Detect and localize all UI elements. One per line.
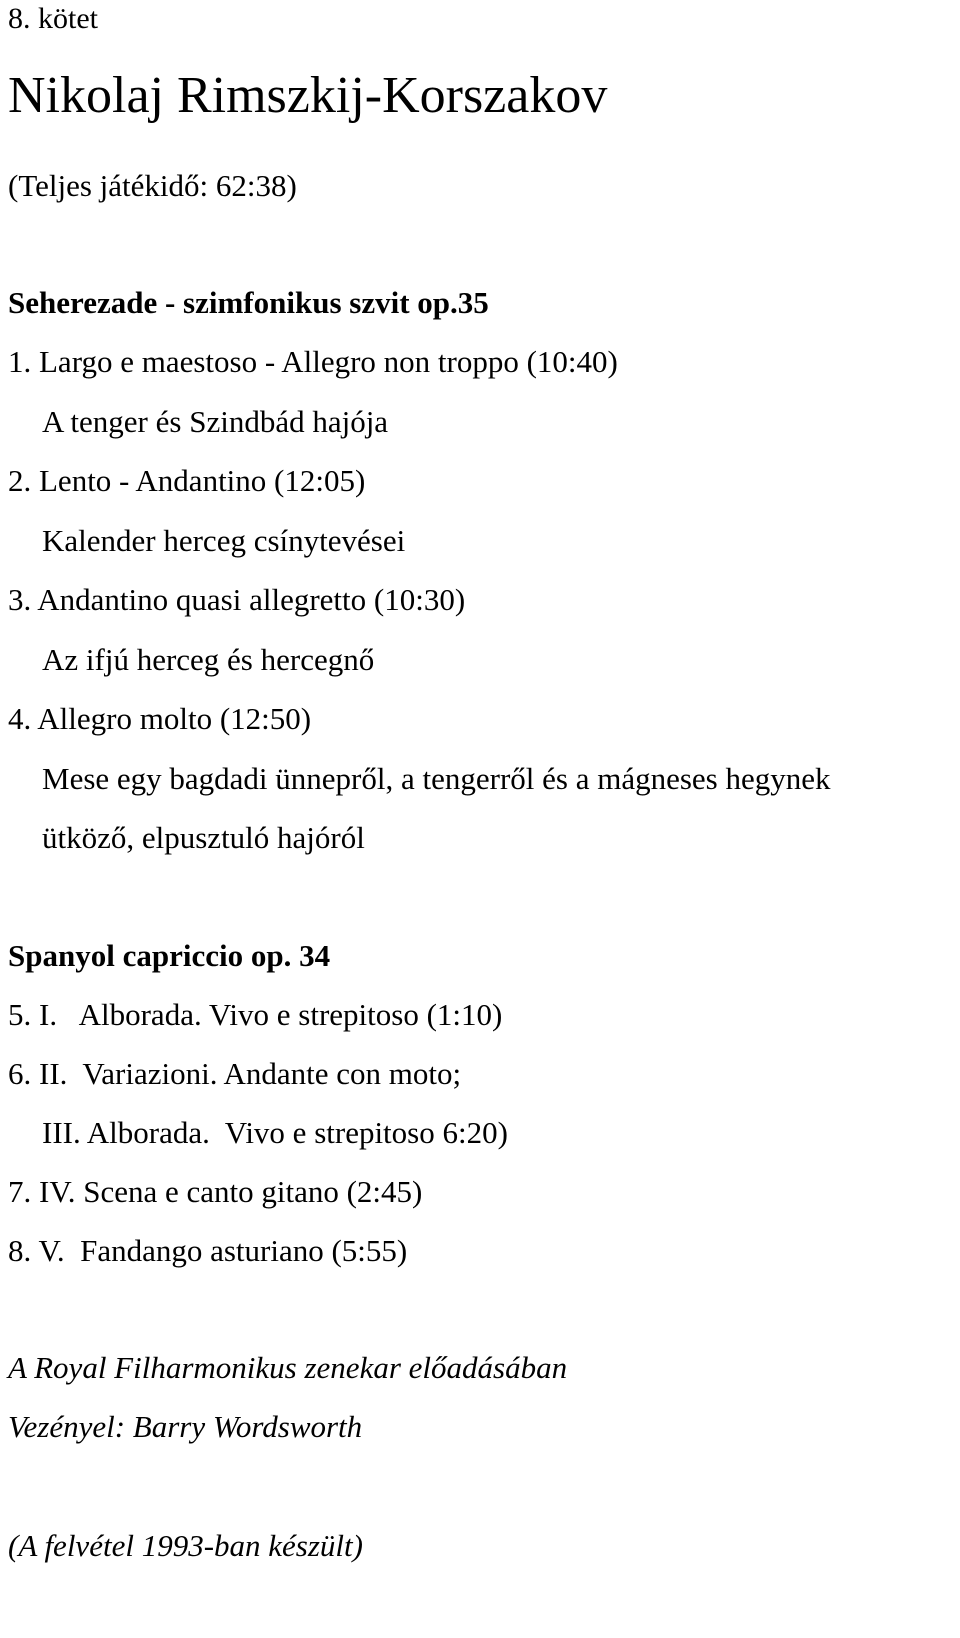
track-line: 2. Lento - Andantino (12:05) <box>8 463 366 498</box>
track-line: 4. Allegro molto (12:50) <box>8 701 312 736</box>
track-subtitle: Az ifjú herceg és hercegnő <box>42 642 375 677</box>
track-subtitle: Kalender herceg csínytevései <box>42 523 406 558</box>
recording-note: (A felvétel 1993-ban készült) <box>8 1528 363 1563</box>
track-line: 1. Largo e maestoso - Allegro non troppo (10:40) <box>8 344 618 379</box>
track-subtitle: ütköző, elpusztuló hajóról <box>42 820 365 855</box>
volume-label: 8. kötet <box>8 2 98 35</box>
track-line: 8. V. Fandango asturiano (5:55) <box>8 1233 408 1268</box>
conductor-credit: Vezényel: Barry Wordsworth <box>8 1409 363 1444</box>
total-time: (Teljes játékidő: 62:38) <box>8 168 297 203</box>
track-line: 6. II. Variazioni. Andante con moto; <box>8 1056 462 1091</box>
track-line: 3. Andantino quasi allegretto (10:30) <box>8 582 466 617</box>
track-subtitle: Mese egy bagdadi ünnepről, a tengerről és a mágneses hegynek <box>42 761 831 796</box>
work-title-spanyol-capriccio: Spanyol capriccio op. 34 <box>8 938 331 973</box>
track-subtitle: III. Alborada. Vivo e strepitoso 6:20) <box>42 1115 508 1150</box>
page-title: Nikolaj Rimszkij-Korszakov <box>8 67 608 124</box>
work-title-seherezade: Seherezade - szimfonikus szvit op.35 <box>8 285 489 320</box>
track-subtitle: A tenger és Szindbád hajója <box>42 404 389 439</box>
performer-credit: A Royal Filharmonikus zenekar előadásában <box>8 1350 568 1385</box>
track-line: 7. IV. Scena e canto gitano (2:45) <box>8 1174 423 1209</box>
track-line: 5. I. Alborada. Vivo e strepitoso (1:10) <box>8 997 503 1032</box>
